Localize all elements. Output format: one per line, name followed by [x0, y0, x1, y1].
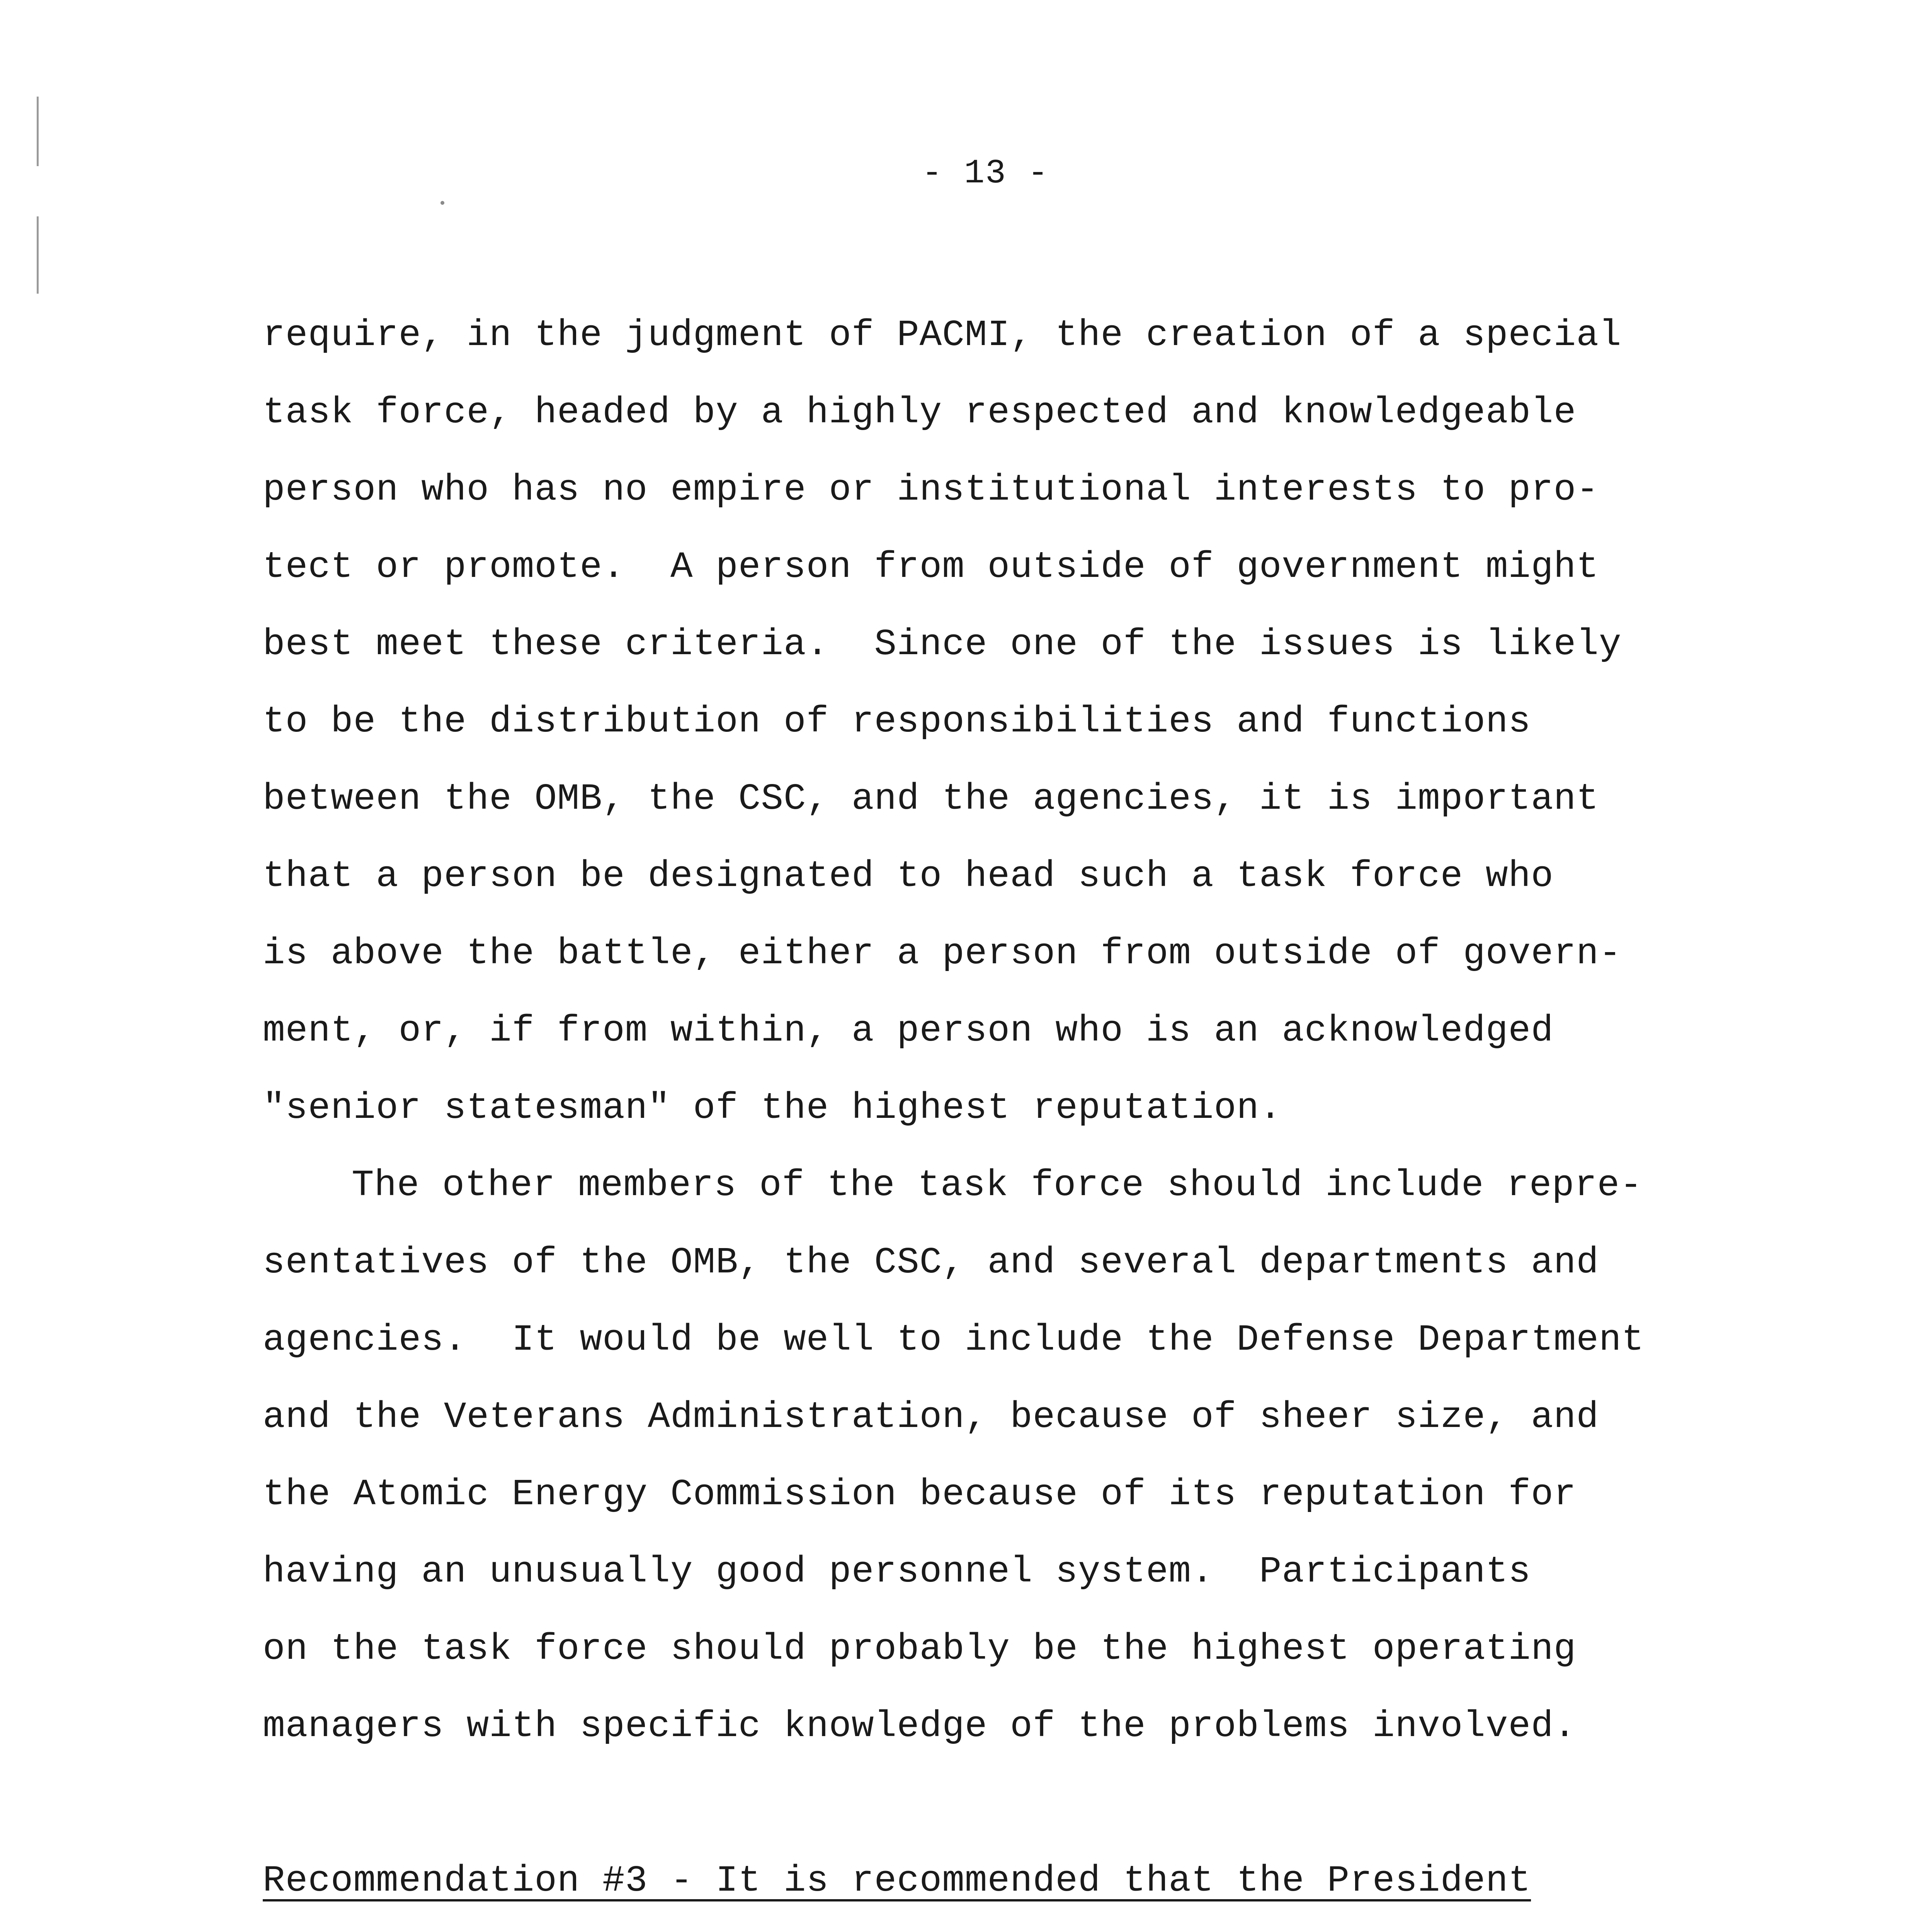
scan-speck [440, 201, 444, 205]
paragraph-2-line: and the Veterans Administration, because of sheer size, and [263, 1396, 1599, 1438]
paragraph-2-line: on the task force should probably be the highest operating [263, 1628, 1577, 1670]
paragraph-1-line: to be the distribution of responsibilities and functions [263, 701, 1531, 743]
recommendation-line-1: Recommendation #3 - It is recommended that the President [263, 1860, 1531, 1902]
paragraph-1-line: that a person be designated to head such a task force who [263, 855, 1554, 897]
paragraph-1-line: task force, headed by a highly respected and knowledgeable [263, 391, 1577, 434]
paragraph-1-line: require, in the judgment of PACMI, the creation of a special [263, 314, 1622, 356]
paragraph-1-line: ment, or, if from within, a person who is an acknowledged [263, 1010, 1554, 1052]
paragraph-2-line: managers with specific knowledge of the problems involved. [263, 1705, 1577, 1747]
paragraph-2-line: having an unusually good personnel system. Participants [263, 1551, 1531, 1593]
paragraph-2-line: sentatives of the OMB, the CSC, and several departments and [263, 1242, 1599, 1284]
paragraph-1-line: best meet these criteria. Since one of the issues is likely [263, 623, 1622, 665]
paragraph-1-line: is above the battle, either a person from outside of govern- [263, 932, 1622, 975]
page-number: - 13 - [922, 155, 1049, 193]
paragraph-1-line: person who has no empire or institutional interests to pro- [263, 469, 1599, 511]
recommendation-heading [263, 1862, 1531, 1900]
scan-margin-mark [37, 216, 39, 294]
paragraph-2-line: agencies. It would be well to include the Defense Department [263, 1319, 1645, 1361]
paragraph-2-line: the Atomic Energy Commission because of its reputation for [263, 1473, 1577, 1515]
paragraph-1-line: tect or promote. A person from outside of government might [263, 546, 1599, 588]
paragraph-2-line: The other members of the task force should include repre- [352, 1164, 1643, 1206]
paragraph-1-line: "senior statesman" of the highest reputation. [263, 1087, 1282, 1129]
paragraph-1-line: between the OMB, the CSC, and the agencies, it is important [263, 778, 1599, 820]
